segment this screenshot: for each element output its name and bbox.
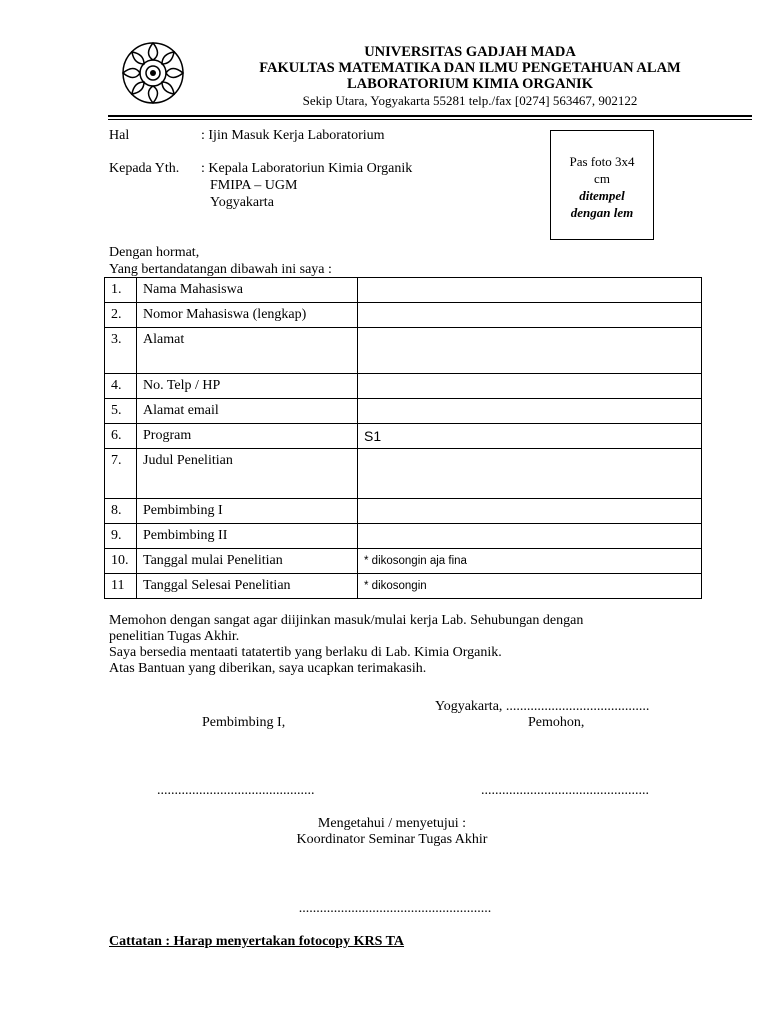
place-date: Yogyakarta, ......................................... [435,699,650,714]
nomor-mahasiswa-field[interactable] [358,303,702,328]
hal-label: Hal [109,128,130,143]
program-field[interactable]: S1 [358,424,702,449]
koordinator-label: Koordinator Seminar Tugas Akhir [296,832,488,847]
intro-text: Yang bertandatangan dibawah ini saya : [109,262,332,277]
pemohon-signature-line: ................................................ [481,783,649,798]
row-label: Alamat email [137,399,358,424]
row-label: Program [137,424,358,449]
photo-box-line-4: dengan lem [570,205,634,220]
koordinator-signature-line: ....................................................... [298,901,492,916]
paragraph-line: Memohon dengan sangat agar diijinkan masuk/mulai kerja Lab. Sehubungan dengan [109,613,584,628]
photo-box [550,130,654,240]
table-row [105,499,702,524]
faculty-name: FAKULTAS MATEMATIKA DAN ILMU PENGETAHUAN ALAM [259,60,681,76]
row-label: Pembimbing I [137,499,358,524]
row-label: Pembimbing II [137,524,358,549]
row-label: Judul Penelitian [137,449,358,499]
pembimbing-signature-line: ............................................. [157,783,315,798]
pemohon-signature-label: Pemohon, [528,715,585,730]
row-number: 7. [105,449,137,499]
table-row [105,574,702,599]
row-number: 10. [105,549,137,574]
nama-mahasiswa-field[interactable] [358,278,702,303]
university-name: UNIVERSITAS GADJAH MADA [364,44,576,60]
greeting: Dengan hormat, [109,245,200,260]
pembimbing-1-field[interactable] [358,499,702,524]
row-number: 1. [105,278,137,303]
table-row [105,424,702,449]
photo-box-line-3: ditempel [579,188,625,203]
lab-name: LABORATORIUM KIMIA ORGANIK [347,76,593,92]
mengetahui-label: Mengetahui / menyetujui : [317,816,467,831]
request-paragraph [109,613,583,677]
header-divider [108,115,752,117]
table-row [105,303,702,328]
applicant-form-table [104,277,702,599]
row-label: Tanggal Selesai Penelitian [137,574,358,599]
email-field[interactable] [358,399,702,424]
telp-field[interactable] [358,374,702,399]
paragraph-line: Atas Bantuan yang diberikan, saya ucapkan terimakasih. [109,661,427,676]
tanggal-selesai-field[interactable]: * dikosongin [358,574,702,599]
row-number: 11 [105,574,137,599]
row-number: 8. [105,499,137,524]
kepada-line-1: : Kepala Laboratoriun Kimia Organik [201,161,413,176]
lab-address: Sekip Utara, Yogyakarta 55281 telp./fax [0274] 563467, 902122 [302,93,638,108]
row-label: Nama Mahasiswa [137,278,358,303]
judul-penelitian-field[interactable] [358,449,702,499]
photo-box-line-1: Pas foto 3x4 [569,154,635,169]
pembimbing-signature-label: Pembimbing I, [202,715,286,730]
kepada-line-3: Yogyakarta [210,195,274,210]
kepada-label: Kepada Yth. [109,161,180,176]
paragraph-line: Saya bersedia mentaati tatatertib yang berlaku di Lab. Kimia Organik. [109,645,502,660]
row-label: Tanggal mulai Penelitian [137,549,358,574]
photo-box-line-2: cm [594,171,610,186]
alamat-field[interactable] [358,328,702,374]
row-label: Alamat [137,328,358,374]
table-row [105,399,702,424]
table-row [105,449,702,499]
table-row [105,328,702,374]
row-number: 3. [105,328,137,374]
row-label: Nomor Mahasiswa (lengkap) [137,303,358,328]
row-number: 4. [105,374,137,399]
row-number: 5. [105,399,137,424]
pembimbing-2-field[interactable] [358,524,702,549]
kepada-line-2: FMIPA – UGM [210,178,298,193]
note-text: Cattatan : Harap menyertakan fotocopy KRS TA [109,934,405,949]
row-label: No. Telp / HP [137,374,358,399]
hal-value: : Ijin Masuk Kerja Laboratorium [201,128,385,143]
table-row [105,524,702,549]
header-divider-thin [108,119,752,120]
table-row [105,278,702,303]
row-number: 2. [105,303,137,328]
paragraph-line: penelitian Tugas Akhir. [109,629,240,644]
row-number: 6. [105,424,137,449]
row-number: 9. [105,524,137,549]
ugm-seal-icon [120,40,186,106]
table-row [105,374,702,399]
table-row [105,549,702,574]
tanggal-mulai-field[interactable]: * dikosongin aja fina [358,549,702,574]
